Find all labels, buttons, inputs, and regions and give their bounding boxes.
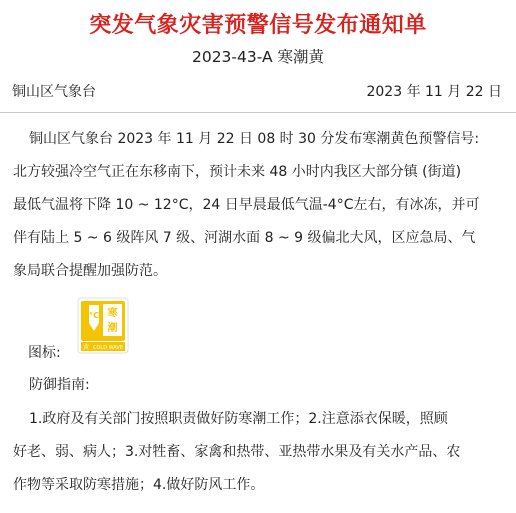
guide-line-1: 1.政府及有关部门按照职责做好防寒潮工作；2.注意添衣保暖，照顾 <box>29 411 448 427</box>
celsius-symbol: °C <box>89 311 99 320</box>
notice-code: 2023-43-A 寒潮黄 <box>191 48 325 66</box>
icon-char-top: 寒 <box>107 308 118 319</box>
notice-title: 突发气象灾害预警信号发布通知单 <box>89 13 427 38</box>
icon-bottom-left-text: 黄 <box>82 344 90 351</box>
body-line-3: 最低气温将下降 10 ~ 12°C，24 日早晨最低气温-4°C左右，有冰冻，并可 <box>13 197 480 213</box>
guide-heading: 防御指南: <box>29 377 90 393</box>
icon-bottom-right-text: COLD WAVE <box>92 345 124 351</box>
meta-row <box>12 81 502 101</box>
divider <box>0 112 516 113</box>
guide-line-3: 作物等采取防寒措施；4.做好防风工作。 <box>13 477 265 493</box>
body-line-4: 伴有陆上 5 ~ 6 级阵风 7 级、河湖水面 8 ~ 9 级偏北大风，区应急局、气 <box>13 230 476 246</box>
issue-date: 2023 年 11 月 22 日 <box>366 84 502 100</box>
body-line-5: 象局联合提醒加强防范。 <box>13 263 167 279</box>
cold-wave-yellow-signal-icon <box>77 297 129 354</box>
icon-char-right: 潮 <box>107 323 118 334</box>
body-line-2: 北方较强冷空气正在东移南下，预计未来 48 小时内我区大部分镇 (街道) <box>13 164 462 180</box>
guide-line-2: 好老、弱、病人；3.对牲畜、家禽和热带、亚热带水果及有关水产品、农 <box>13 444 461 460</box>
icon-label: 图标: <box>28 345 61 361</box>
body-line-1: 铜山区气象台 2023 年 11 月 22 日 08 时 30 分发布寒潮黄色预警信号: <box>29 131 480 147</box>
issuer: 铜山区气象台 <box>12 84 96 100</box>
